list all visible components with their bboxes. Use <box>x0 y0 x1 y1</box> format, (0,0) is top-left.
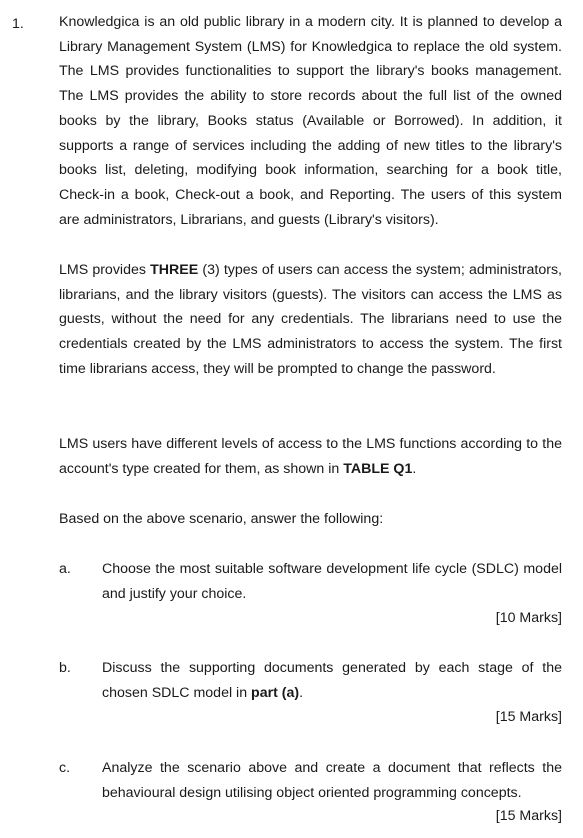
paragraph-3-text-end: . <box>412 460 417 477</box>
subquestion-b-text <box>102 656 562 705</box>
subquestion-b-part-reference: part (a) <box>251 684 300 701</box>
subquestion-b-letter: b. <box>59 660 71 676</box>
scenario-paragraph-1: Knowledgica is an old public library in a modern city. It is planned to develop a Library Management System (LMS) for Knowledgica to replace the old system. The LMS provides functionalities to support the library's books management. The LMS provides the ability to store records about the full list of the owned books by the library, Books status (Available or Borrowed). In addition, it supports a range of services including the adding of new titles to the library's books list, deleting, modifying book information, searching for a book title, Check-in a book, Check-out a book, and Reporting. The users of this system are administrators, Librarians, and guests (Library's visitors). <box>59 14 562 228</box>
paragraph-2-bold-count: THREE <box>150 262 199 278</box>
scenario-paragraph-3 <box>59 432 562 481</box>
table-reference: TABLE Q1 <box>343 460 413 477</box>
subquestion-a-text: Choose the most suitable software development life cycle (SDLC) model and justify your choice. <box>102 561 562 602</box>
paragraph-2-text-start: LMS provides <box>59 262 151 278</box>
subquestion-b-marks: [15 Marks] <box>495 709 562 725</box>
subquestion-c-text: Analyze the scenario above and create a document that reflects the behavioural design utilising object oriented programming concepts. <box>102 760 562 801</box>
instruction-paragraph: Based on the above scenario, answer the following: <box>59 511 384 527</box>
subquestion-c-marks: [15 Marks] <box>495 808 562 824</box>
scenario-paragraph-2 <box>59 258 562 382</box>
subquestion-b-text-start: Discuss the supporting documents generated by each stage of the chosen SDLC model in <box>102 660 562 701</box>
subquestion-a-letter: a. <box>59 561 71 577</box>
paragraph-2-text-end: (3) types of users can access the system; administrators, librarians, and the library visitors (guests). The visitors can access the LMS as guests, without the need for any credentials. The librarians need to use the credentials created by the LMS administrators to access the system. The first time librarians access, they will be prompted to change the password. <box>59 262 562 377</box>
subquestion-c-letter: c. <box>59 760 71 776</box>
question-number: 1. <box>12 16 24 32</box>
paragraph-3-text-start: LMS users have different levels of access to the LMS functions according to the account's type created for them, as shown in <box>59 436 562 477</box>
subquestion-a-marks: [10 Marks] <box>495 610 562 626</box>
subquestion-b-text-end: . <box>299 684 304 701</box>
